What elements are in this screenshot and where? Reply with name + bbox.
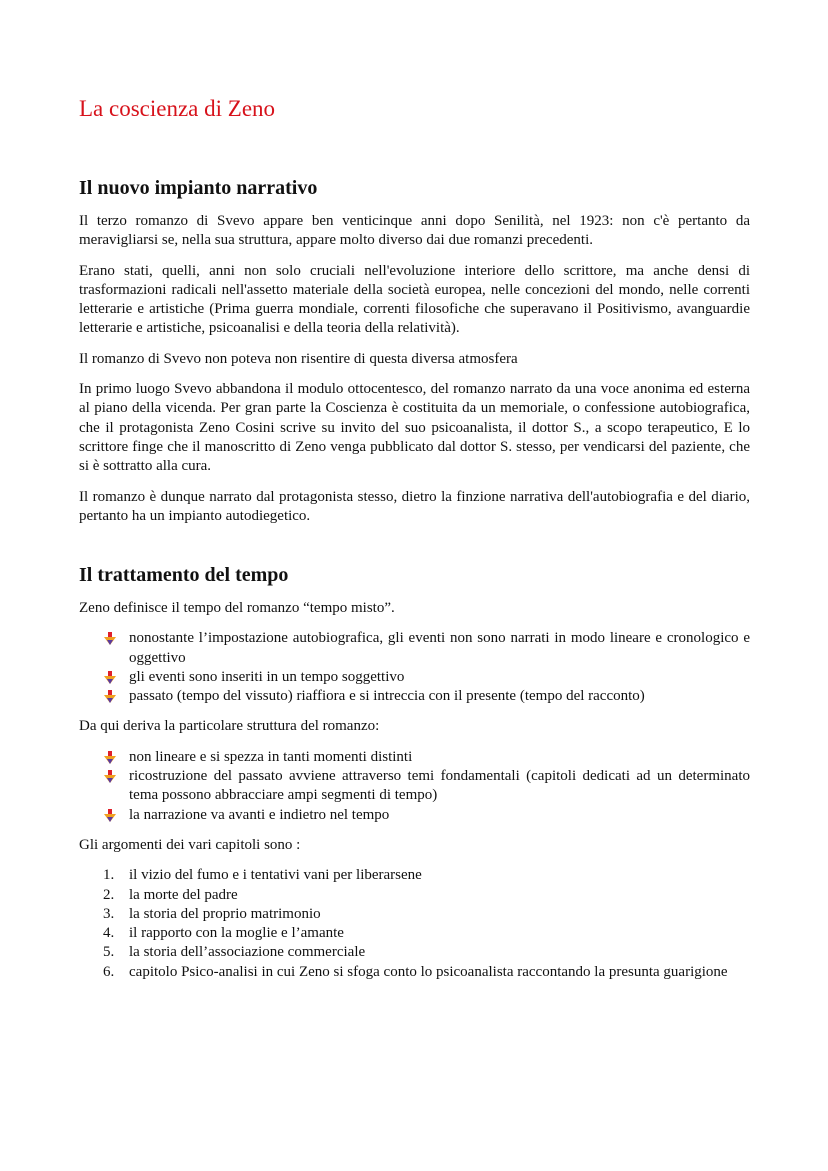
list-number: 4. <box>103 925 115 942</box>
list-number: 6. <box>103 963 115 980</box>
arrow-bullet-icon <box>103 690 117 704</box>
paragraph: Il romanzo è dunque narrato dal protagonista stesso, dietro la finzione narrativa dell'autobiografia e del diario, pertanto ha un impianto autodiegetico. <box>79 488 750 524</box>
list-item: passato (tempo del vissuto) riaffiora e si intreccia con il presente (tempo del racconto) <box>129 687 750 706</box>
list-item: 6. capitolo Psico-analisi in cui Zeno si sfoga conto lo psicoanalista raccontando la presunta guarigione <box>129 963 750 982</box>
list-item: 3. la storia del proprio matrimonio <box>129 905 750 924</box>
arrow-bullet-icon <box>103 632 117 646</box>
paragraph: Gli argomenti dei vari capitoli sono : <box>79 836 301 853</box>
list-number: 3. <box>103 905 115 922</box>
list-item: gli eventi sono inseriti in un tempo soggettivo <box>129 668 750 687</box>
paragraph: In primo luogo Svevo abbandona il modulo ottocentesco, del romanzo narrato da una voce anonima ed esterna al piano della vicenda. Per gran parte la Coscienza è costituita da un memoriale, o confessione autobiografica, che il protagonista Zeno Cosini scrive su invito del suo psicoanalista, il dottor S., a scopo terapeutico, E lo scrittore finge che il manoscritto di Zeno venga pubblicato dal dottor S. stesso, per vendicarsi del paziente, che si è sottratto alla cura. <box>79 381 750 475</box>
list-item: 1. il vizio del fumo e i tentativi vani per liberarsene <box>129 866 750 885</box>
bullet-list-structure <box>79 748 750 825</box>
paragraph: Erano stati, quelli, anni non solo cruciali nell'evoluzione interiore dello scrittore, ma anche densi di trasformazioni radicali nell'assetto materiale della società europea, nelle concezioni del mondo, nelle correnti letterarie e artistiche (Prima guerra mondiale, correnti filosofiche che superavano il Positivismo, avanguardie letterarie e artistiche, psicoanalisi e della teoria della relatività). <box>79 262 750 337</box>
list-number: 2. <box>103 886 115 903</box>
list-item: non lineare e si spezza in tanti momenti distinti <box>129 748 750 767</box>
list-item: 2. la morte del padre <box>129 886 750 905</box>
list-item: 4. il rapporto con la moglie e l’amante <box>129 924 750 943</box>
document-title: La coscienza di Zeno <box>79 96 276 121</box>
arrow-bullet-icon <box>103 770 117 784</box>
arrow-bullet-icon <box>103 751 117 765</box>
bullet-list-time <box>79 629 750 706</box>
list-item: la narrazione va avanti e indietro nel tempo <box>129 806 750 825</box>
list-number: 1. <box>103 867 115 884</box>
paragraph: Da qui deriva la particolare struttura del romanzo: <box>79 718 380 735</box>
arrow-bullet-icon <box>103 809 117 823</box>
list-number: 5. <box>103 944 115 961</box>
paragraph: Il terzo romanzo di Svevo appare ben venticinque anni dopo Senilità, nel 1923: non c'è pertanto da meravigliarsi se, nella sua struttura, appare molto diverso dai due romanzi precedenti. <box>79 213 750 249</box>
section-time <box>79 562 750 982</box>
section-narrative <box>79 175 750 537</box>
list-item: ricostruzione del passato avviene attraverso temi fondamentali (capitoli dedicati ad un determinato tema possono abbracciare ampi segmenti di tempo) <box>129 767 750 806</box>
paragraph: Il romanzo di Svevo non poteva non risentire di questa diversa atmosfera <box>79 350 518 367</box>
list-item: 5. la storia dell’associazione commerciale <box>129 943 750 962</box>
paragraph: Zeno definisce il tempo del romanzo “tempo misto”. <box>79 600 395 616</box>
section-heading-narrative: Il nuovo impianto narrativo <box>79 177 318 199</box>
arrow-bullet-icon <box>103 671 117 685</box>
section-heading-time: Il trattamento del tempo <box>79 564 289 586</box>
list-item: nonostante l’impostazione autobiografica, gli eventi non sono narrati in modo lineare e cronologico e oggettivo <box>129 629 750 668</box>
chapter-list <box>79 866 750 982</box>
